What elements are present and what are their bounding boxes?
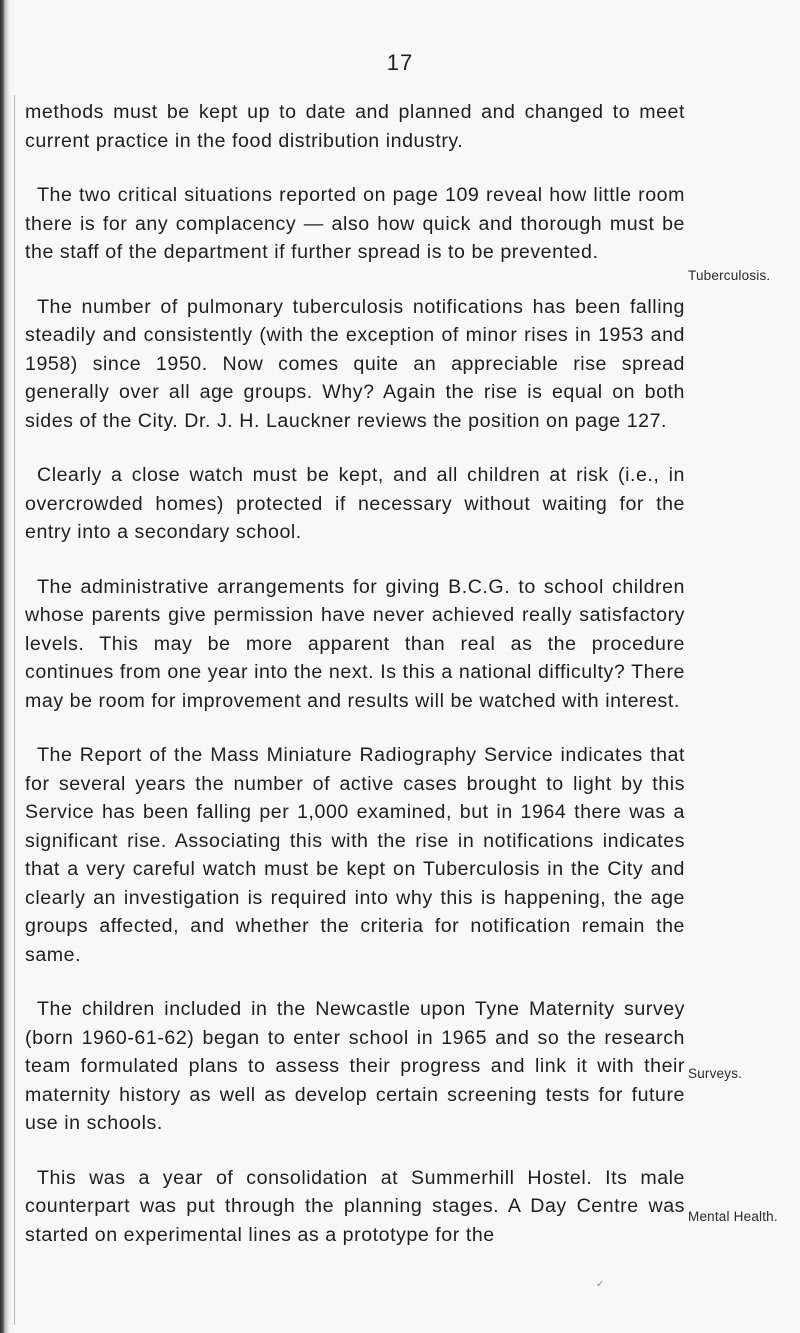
paragraph-radiography-report: The Report of the Mass Miniature Radiography Service indicates that for several years the number of active cases brought to light by this Service has been falling per 1,000 examined, but in 1964 there was a significant rise. Associating this with the rise in notifications indicates that a very careful watch must be kept on Tuberculosis in the City and clearly an investigation is required into why this is happening, the age groups affected, and whether the criteria for notification remain the same. <box>25 744 685 966</box>
side-note-tuberculosis: Tuberculosis. <box>688 268 771 283</box>
paragraph-critical-situations: The two critical situations reported on page 109 reveal how little room there is for any complacency — also how quick and thorough must be the staff of the department if further spread is to be prevented. <box>25 184 685 263</box>
paragraph-food-distribution: methods must be kept up to date and planned and changed to meet current practice in the food distribution industry. <box>25 101 685 152</box>
stray-mark: ✓ <box>596 1279 605 1290</box>
paragraph-maternity-survey: The children included in the Newcastle upon Tyne Maternity survey (born 1960-61-62) began to enter school in 1965 and so the research team formulated plans to assess their progress and link it with their maternity history as well as develop certain screening tests for future use in schools. <box>25 998 685 1134</box>
side-note-mental-health: Mental Health. <box>688 1209 778 1224</box>
paragraph-summerhill-hostel: This was a year of consolidation at Summerhill Hostel. Its male counterpart was put through the planning stages. A Day Centre was started on experimental lines as a prototype for the <box>25 1166 685 1246</box>
body-text <box>25 98 685 1275</box>
gutter-line <box>14 95 15 1325</box>
paragraph-children-at-risk: Clearly a close watch must be kept, and all children at risk (i.e., in overcrowded homes) protected if necessary without waiting for the entry into a secondary school. <box>25 464 685 543</box>
side-note-surveys: Surveys. <box>688 1066 743 1081</box>
binding-edge <box>0 0 12 1333</box>
page-number: 17 <box>386 50 414 75</box>
paragraph-bcg-arrangements: The administrative arrangements for giving B.C.G. to school children whose parents give permission have never achieved really satisfactory levels. This may be more apparent than real as the procedure continues from one year into the next. Is this a national difficulty? There may be room for improvement and results will be watched with interest. <box>25 575 685 712</box>
paragraph-tuberculosis-notifications: The number of pulmonary tuberculosis notifications has been falling steadily and consistently (with the exception of minor rises in 1953 and 1958) since 1950. Now comes quite an appreciable rise spread generally over all age groups. Why? Again the rise is equal on both sides of the City. Dr. J. H. Lauckner reviews the position on page 127. <box>25 295 685 432</box>
